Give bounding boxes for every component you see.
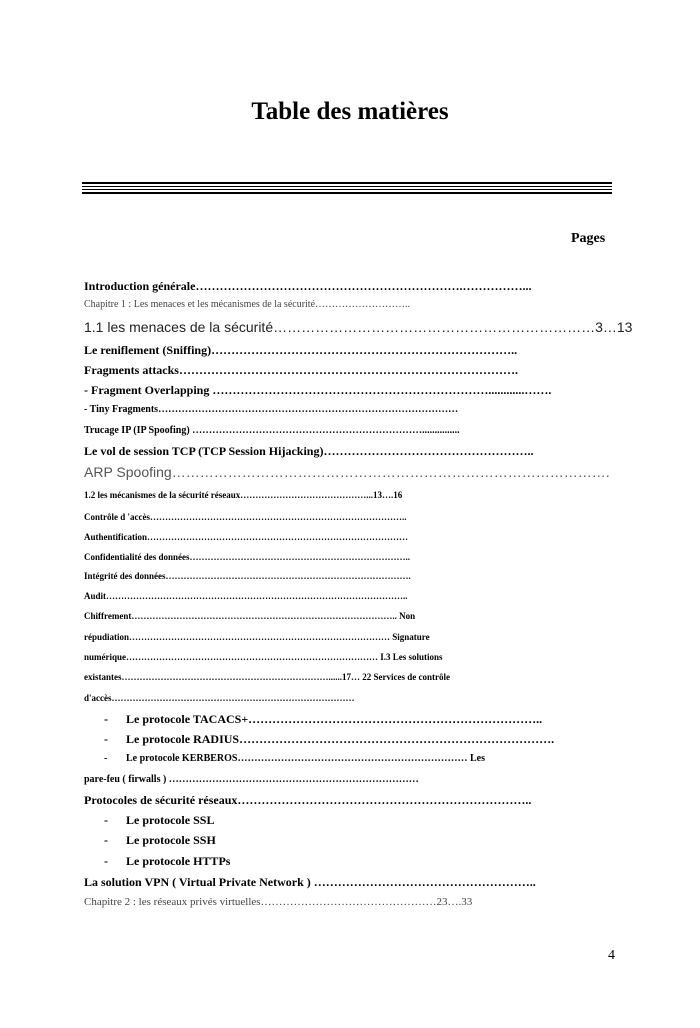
title-divider <box>82 182 612 196</box>
toc-entry[interactable] <box>104 754 485 764</box>
toc-entry[interactable]: d'accès……………………………………………………………………… <box>84 693 355 703</box>
toc-entry-label: Le protocole HTTPs <box>126 854 231 868</box>
toc-entry-label: Le protocole TACACS+……………………………………………………………….. <box>126 712 543 726</box>
bullet-dash: - <box>104 833 108 847</box>
toc-entry[interactable]: La solution VPN ( Virtual Private Network ) ……………………………………………….. <box>84 875 536 889</box>
toc-entry-label: Le protocole RADIUS……………………………………………………………………. <box>126 732 555 746</box>
toc-entry[interactable]: répudiation…………………………………………………………………………… Signature <box>84 632 430 642</box>
bullet-dash: - <box>104 813 108 827</box>
pages-column-label: Pages <box>571 231 606 246</box>
toc-entry[interactable]: Protocoles de sécurité réseaux……………………………………………………………….. <box>84 793 532 807</box>
toc-entry[interactable]: Intégrité des données………………………………………………………………………. <box>84 571 411 581</box>
toc-entry[interactable] <box>104 855 230 867</box>
page-number: 4 <box>608 948 615 963</box>
toc-entry[interactable]: numérique………………………………………………………………………… I.3 Les solutions <box>84 652 443 662</box>
toc-entry[interactable]: existantes……………………………………………………………......17… 22 Services de contrôle <box>84 672 450 682</box>
bullet-dash: - <box>104 712 108 726</box>
toc-entry[interactable]: Le reniflement (Sniffing)………………………………………………………………….. <box>84 343 518 357</box>
toc-entry[interactable]: Trucage IP (IP Spoofing) ……………………………………………………………............... <box>84 425 460 436</box>
toc-entry[interactable]: pare-feu ( firwalls ) ………………………………………………………………… <box>84 774 419 785</box>
toc-entry[interactable]: Introduction générale………………………………………………………….……………... <box>84 279 532 293</box>
toc-entry[interactable] <box>104 733 554 745</box>
toc-entry[interactable]: - Tiny Fragments……………………………………………………………………………… <box>84 404 459 415</box>
bullet-dash: - <box>104 753 108 764</box>
toc-entry[interactable]: ARP Spoofing…………………………………………………………………………………. <box>84 464 610 480</box>
toc-entry[interactable] <box>104 834 216 846</box>
bullet-dash: - <box>104 854 108 868</box>
toc-entry[interactable]: Chiffrement…………………………………………………………………………….. Non <box>84 611 416 621</box>
toc-entry[interactable]: 1.1 les menaces de la sécurité……………………………………………………………3…13 <box>84 319 633 335</box>
toc-entry[interactable]: Contrôle d 'accès………………………………………………………………………….. <box>84 512 407 522</box>
toc-entry[interactable]: Audit……………………………………………………………………………………….. <box>84 591 408 601</box>
toc-entry[interactable]: Le vol de session TCP (TCP Session Hijacking)…………………………………………….. <box>84 444 534 458</box>
toc-entry[interactable]: 1.2 les mécanismes de la sécurité réseaux……………………………………...13….16 <box>84 490 403 500</box>
page-title: Table des matières <box>251 98 449 125</box>
toc-entry[interactable]: Chapitre 2 : les réseaux privés virtuelles…………………………………………23….33 <box>84 896 473 908</box>
toc-entry[interactable]: Fragments attacks…………………………………………………………………………. <box>84 363 518 377</box>
toc-entry[interactable] <box>104 713 542 725</box>
toc-entry-label: Le protocole SSL <box>126 813 215 827</box>
bullet-dash: - <box>104 732 108 746</box>
toc-entry[interactable] <box>104 814 214 826</box>
toc-entry[interactable]: Authentification…………………………………………………………………………… <box>84 532 408 542</box>
toc-entry-label: Le protocole KERBEROS…………………………………………………………… Les <box>126 753 485 764</box>
toc-entry[interactable]: Chapitre 1 : Les menaces et les mécanismes de la sécurité……………………….. <box>84 299 411 310</box>
toc-entry[interactable]: - Fragment Overlapping ……………………………………………………………............……. <box>84 383 552 397</box>
toc-entry[interactable]: Confidentialité des données……………………………………………………………….. <box>84 552 411 562</box>
toc-entry-label: Le protocole SSH <box>126 833 216 847</box>
